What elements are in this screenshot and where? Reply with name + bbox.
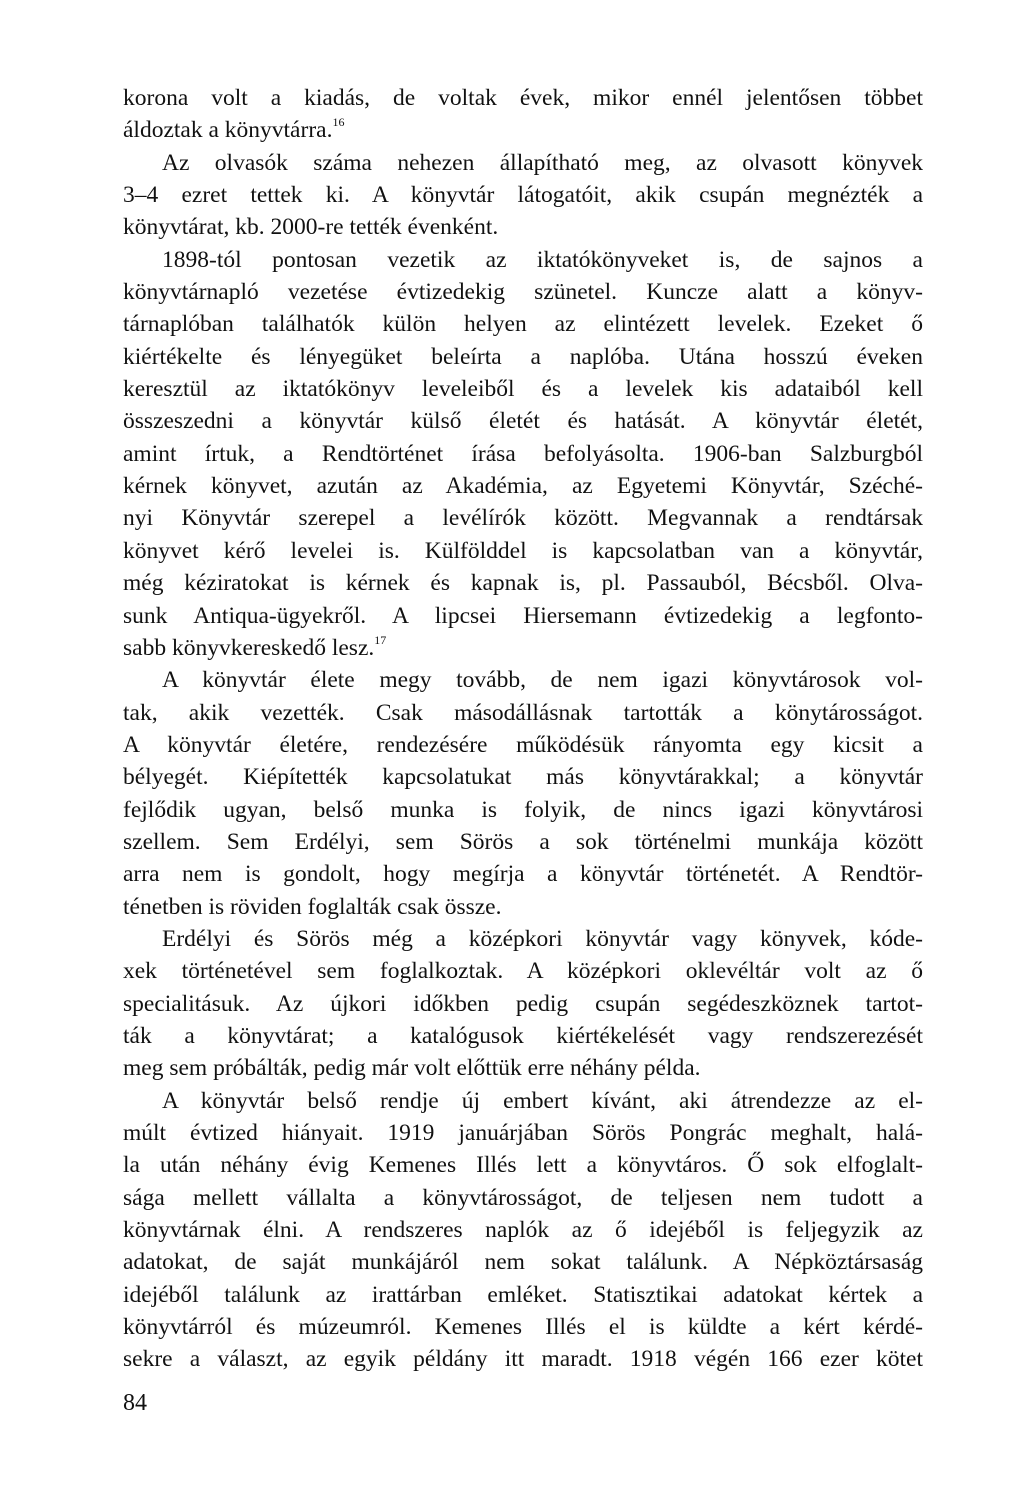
text-line: tak, akik vezették. Csak másodállásnak tartották a könytárosságot. bbox=[123, 699, 923, 726]
text-line: nyi Könyvtár szerepel a levélírók között. Megvannak a rendtársak bbox=[123, 505, 923, 532]
text-line: ták a könyvtárat; a katalógusok kiértékelését vagy rendszerezését bbox=[123, 1022, 923, 1049]
page-number: 84 bbox=[123, 1390, 147, 1416]
footnote-ref: 17 bbox=[374, 632, 387, 647]
text-line: összeszedni a könyvtár külső életét és hatását. A könyvtár életét, bbox=[123, 408, 923, 435]
text-line: bélyegét. Kiépítették kapcsolatukat más könyvtárakkal; a könyvtár bbox=[123, 764, 923, 791]
text-line: sekre a választ, az egyik példány itt maradt. 1918 végén 166 ezer kötet bbox=[123, 1346, 923, 1373]
text-line: la után néhány évig Kemenes Illés lett a könyvtáros. Ő sok elfoglalt- bbox=[123, 1152, 923, 1179]
text-line: múlt évtized hiányait. 1919 januárjában Sörös Pongrác meghalt, halá- bbox=[123, 1120, 923, 1146]
text-line: áldoztak a könyvtárra.$^{16}$ bbox=[123, 115, 345, 144]
text-line: sabb könyvkereskedő lesz.$^{17}$ bbox=[123, 632, 387, 661]
text-line: könyvtárnapló vezetése évtizedekig szünetel. Kuncze alatt a könyv- bbox=[123, 279, 923, 306]
text-line: könyvet kérő levelei is. Külfölddel is kapcsolatban van a könyvtár, bbox=[123, 537, 923, 564]
text-line: kiértékelte és lényegüket beleírta a naplóba. Utána hosszú éveken bbox=[123, 343, 923, 370]
text-line: még kéziratokat is kérnek és kapnak is, pl. Passauból, Bécsből. Olva- bbox=[123, 570, 923, 597]
text-line: könyvtárat, kb. 2000-re tették évenként. bbox=[123, 214, 499, 241]
text-line: Az olvasók száma nehezen állapítható meg, az olvasott könyvek bbox=[162, 149, 923, 176]
text-line: sunk Antiqua-ügyekről. A lipcsei Hiersemann évtizedekig a legfonto- bbox=[123, 602, 923, 629]
text-line: Erdélyi és Sörös még a középkori könyvtár vagy könyvek, kóde- bbox=[162, 925, 923, 952]
paragraph bbox=[123, 1085, 923, 1376]
text-line: könyvtárnak élni. A rendszeres naplók az ő idejéből is feljegyzik az bbox=[123, 1217, 923, 1244]
paragraph bbox=[123, 82, 923, 147]
text-line: szellem. Sem Erdélyi, sem Sörös a sok történelmi munkája között bbox=[123, 828, 923, 855]
footnote-ref: 16 bbox=[332, 115, 345, 130]
text-line: keresztül az iktatókönyv leveleiből és a levelek kis adataiból kell bbox=[123, 376, 923, 403]
text-line: amint írtuk, a Rendtörténet írása befolyásolta. 1906-ban Salzburgból bbox=[123, 440, 923, 467]
text-line: specialitásuk. Az újkori időkben pedig csupán segédeszköznek tartot- bbox=[123, 990, 923, 1017]
text-line: idejéből találunk az irattárban emléket. Statisztikai adatokat kértek a bbox=[123, 1281, 923, 1308]
text-line: fejlődik ugyan, belső munka is folyik, de nincs igazi könyvtárosi bbox=[123, 796, 923, 823]
body-text bbox=[123, 82, 923, 1376]
text-line: A könyvtár életére, rendezésére működésük rányomta egy kicsit a bbox=[123, 731, 923, 758]
text-line: sága mellett vállalta a könyvtárosságot, de teljesen nem tudott a bbox=[123, 1184, 923, 1211]
text-line: ténetben is röviden foglalták csak össze. bbox=[123, 893, 502, 920]
text-line: kérnek könyvet, azután az Akadémia, az Egyetemi Könyvtár, Széché- bbox=[123, 473, 923, 500]
paragraph bbox=[123, 923, 923, 1085]
text-line: meg sem próbálták, pedig már volt előttük erre néhány példa. bbox=[123, 1055, 701, 1082]
paragraph bbox=[123, 664, 923, 923]
text-line: könyvtárról és múzeumról. Kemenes Illés el is küldte a kért kérdé- bbox=[123, 1314, 923, 1341]
text-line: tárnaplóban találhatók külön helyen az elintézett levelek. Ezeket ő bbox=[123, 311, 923, 338]
text-line: arra nem is gondolt, hogy megírja a könyvtár történetét. A Rendtör- bbox=[123, 861, 923, 888]
text-line: A könyvtár belső rendje új embert kívánt, aki átrendezze az el- bbox=[162, 1087, 923, 1114]
paragraph bbox=[123, 244, 923, 664]
paragraph bbox=[123, 147, 923, 244]
text-line: xek történetével sem foglalkoztak. A középkori oklevéltár volt az ő bbox=[123, 958, 923, 985]
text-line: 1898-tól pontosan vezetik az iktatókönyveket is, de sajnos a bbox=[162, 246, 923, 273]
text-line: korona volt a kiadás, de voltak évek, mikor ennél jelentősen többet bbox=[123, 85, 923, 111]
text-line: adatokat, de saját munkájáról nem sokat találunk. A Népköztársaság bbox=[123, 1249, 923, 1276]
text-line: 3–4 ezret tettek ki. A könyvtár látogatóit, akik csupán megnézték a bbox=[123, 182, 923, 209]
text-line: A könyvtár élete megy tovább, de nem igazi könyvtárosok vol- bbox=[162, 667, 923, 694]
